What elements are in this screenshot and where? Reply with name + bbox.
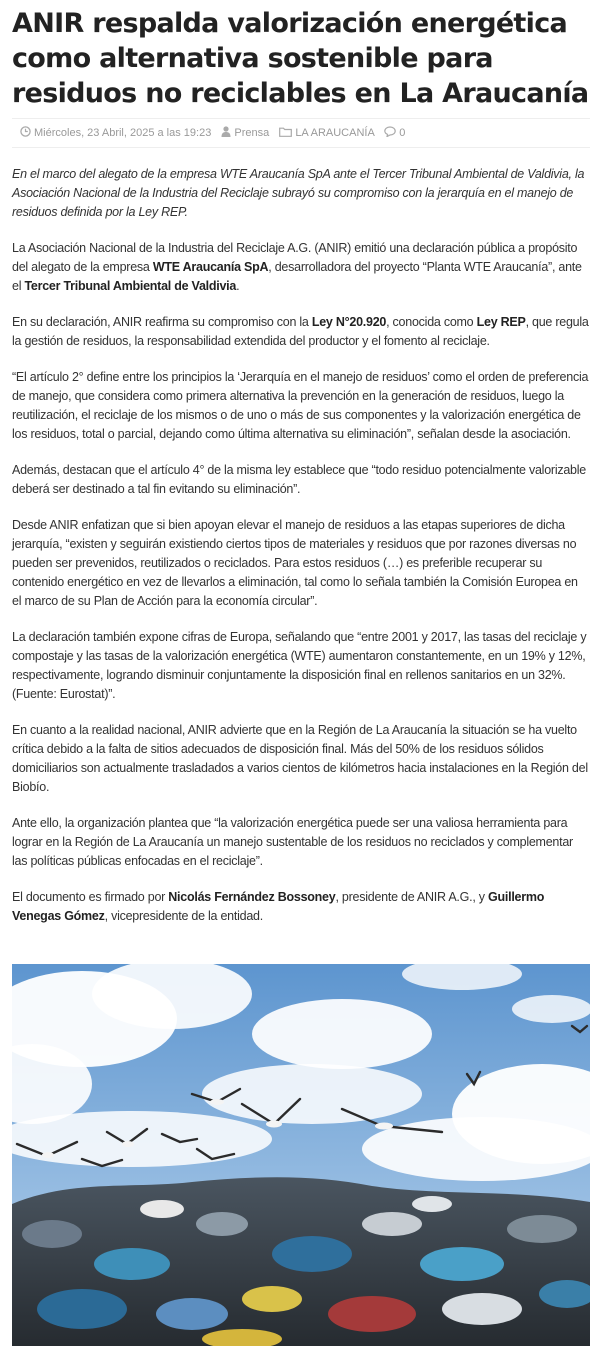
paragraph-9-text-a: El documento es firmado por <box>12 890 169 904</box>
paragraph-9 <box>12 888 589 926</box>
paragraph-8: Ante ello, la organización plantea que “la valorización energética puede ser una valiosa herramienta para lograr en la Región de La Araucanía un manejo sustentable de los residuos no reciclados y complementar las políticas públicas enfocadas en el reciclaje”. <box>12 816 573 868</box>
paragraph-3: “El artículo 2° define entre los principios la ‘Jerarquía en el manejo de residuos’ como el orden de preferencia de manejo, que considera como primera alternativa la prevención en la generación de residuos, luego la reutilización, el reciclaje de los mismos o de uno o más de sus componentes y la valorización energética de los residuos, total o parcial, dejando como última alternativa su eliminación”, señalan desde la asociación. <box>12 370 589 441</box>
user-icon <box>221 126 231 137</box>
paragraph-2-text-c: , conocida como <box>386 315 477 329</box>
company-name: WTE Araucanía SpA <box>152 260 269 274</box>
folder-icon <box>279 127 292 137</box>
paragraph-1-text-c: , desarrolladora del proyecto “Planta WTE Araucanía”, ante el <box>12 260 582 293</box>
paragraph-9-text-d: , vicepresidente de la entidad. <box>104 909 263 923</box>
paragraph-5: Desde ANIR enfatizan que si bien apoyan elevar el manejo de residuos a las etapas superiores de dicha jerarquía, “existen y seguirán existiendo ciertos tipos de materiales y residuos que por razones diversas no pueden ser prevenidos, reutilizados o reciclados. Para estos residuos (…) es preferible recuperar su contenido energético en vez de llevarlos a eliminación, tal como lo señala también la Comisión Europea en el marco de su Plan de Acción para la economía circular”. <box>12 518 578 608</box>
paragraph-2-text-d: , que regula la gestión de residuos, la responsabilidad extendida del productor y el fomento al reciclaje. <box>12 315 589 348</box>
paragraph-1 <box>12 239 589 296</box>
meta-author-link[interactable]: Prensa <box>234 127 270 139</box>
article-body <box>12 165 589 943</box>
meta-author[interactable] <box>221 127 272 139</box>
meta-comments[interactable] <box>384 127 405 139</box>
president-name: Nicolás Fernández Bossoney <box>168 890 336 904</box>
comment-icon <box>384 126 396 137</box>
law-name: Ley REP <box>476 315 526 329</box>
paragraph-4: Además, destacan que el artículo 4° de la misma ley establece que “todo residuo potencialmente valorizable deberá ser destinado a tal fin evitando su eliminación”. <box>12 463 586 496</box>
article-lead: En el marco del alegato de la empresa WTE Araucanía SpA ante el Tercer Tribunal Ambiental de Valdivia, la Asociación Nacional de la Industria del Reciclaje subrayó su compromiso con la jerarquía en el manejo de residuos definida por la Ley REP. <box>12 167 585 219</box>
tribunal-name: Tercer Tribunal Ambiental de Valdivia <box>24 279 237 293</box>
meta-category[interactable] <box>279 127 377 139</box>
law-number: Ley N°20.920 <box>311 315 387 329</box>
meta-comments-count[interactable]: 0 <box>399 127 406 139</box>
clock-icon <box>20 126 31 137</box>
landfill-storks-photo <box>12 964 590 1346</box>
meta-category-link[interactable]: LA ARAUCANÍA <box>295 127 375 139</box>
article-title: ANIR respalda valorización energética como alternativa sostenible para residuos no reciclables en La Araucanía <box>12 8 589 109</box>
vicepresident-name: Guillermo Venegas Gómez <box>12 890 545 923</box>
paragraph-2 <box>12 313 589 351</box>
paragraph-2-text-a: En su declaración, ANIR reafirma su compromiso con la <box>12 315 312 329</box>
paragraph-9-text-c: , presidente de ANIR A.G., y <box>335 890 489 904</box>
meta-date <box>20 127 214 139</box>
paragraph-1-text-a: La Asociación Nacional de la Industria del Reciclaje A.G. (ANIR) emitió una declaración pública a propósito del alegato de la empresa <box>12 241 578 274</box>
paragraph-1-text-d: . <box>236 279 240 293</box>
paragraph-7: En cuanto a la realidad nacional, ANIR advierte que en la Región de La Araucanía la situación se ha vuelto crítica debido a la falta de sitios adecuados de disposición final. Más del 50% de los residuos sólidos domiciliarios son actualmente trasladados a varios cientos de kilómetros hacia instalaciones en la Región del Biobío. <box>12 723 588 794</box>
article-meta <box>12 118 590 148</box>
article-image <box>12 964 590 1346</box>
paragraph-6: La declaración también expone cifras de Europa, señalando que “entre 2001 y 2017, las tasas del reciclaje y compostaje y las tasas de la valorización energética (WTE) aumentaron constantemente, en un 19% y 12%, respectivamente, logrando disminuir conjuntamente la disposición final en rellenos sanitarios en un 32%. (Fuente: Eurostat)”. <box>12 630 587 701</box>
meta-date-text: Miércoles, 23 Abril, 2025 a las 19:23 <box>34 127 212 139</box>
